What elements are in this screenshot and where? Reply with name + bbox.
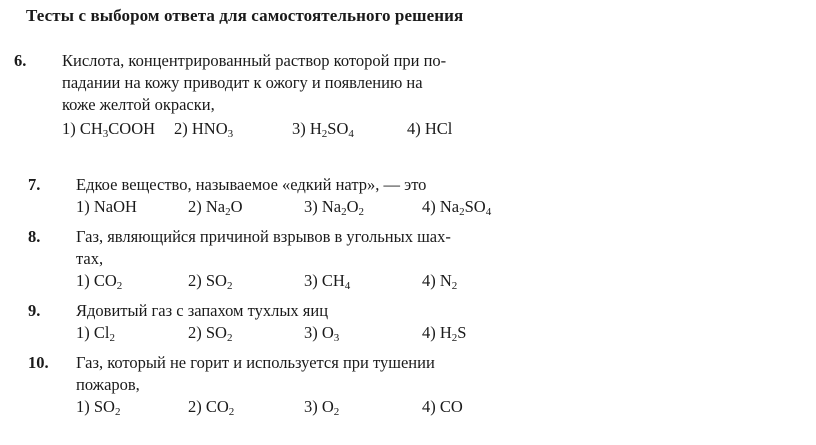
- answer-option-3[interactable]: [304, 196, 364, 223]
- answer-option-4[interactable]: [422, 322, 466, 349]
- chemical-formula: $Na_2O$: [205, 197, 243, 218]
- question-line: Газ, являющийся причиной взрывов в угольных шах-: [76, 227, 451, 246]
- answer-option-2[interactable]: [188, 322, 232, 349]
- answer-number: 4): [422, 197, 440, 216]
- answer-options: [76, 396, 576, 418]
- answer-number: 1): [76, 397, 94, 416]
- answer-option-3[interactable]: [304, 270, 350, 297]
- question-line: Едкое вещество, называемое «едкий натр», — это: [76, 175, 427, 194]
- question-text: [76, 300, 328, 322]
- question-line: Кислота, концентрированный раствор которой при по-: [62, 51, 447, 70]
- question-9: [28, 300, 588, 346]
- question-line: Ядовитый газ с запахом тухлых яиц: [76, 301, 329, 320]
- answer-number: 1): [76, 197, 94, 216]
- chemical-formula: $CO_2$: [93, 271, 123, 292]
- answer-number: 3): [292, 119, 310, 138]
- answer-option-4[interactable]: [407, 118, 452, 140]
- chemical-formula: $HNO_3$: [191, 119, 234, 140]
- answer-number: 4): [422, 271, 440, 290]
- answer-number: 1): [76, 323, 94, 342]
- answer-number: 4): [422, 397, 440, 416]
- answer-options: [76, 196, 576, 218]
- question-line: падании на кожу приводит к ожогу и появлению на: [62, 73, 423, 92]
- question-number: 7.: [28, 175, 41, 194]
- chemical-formula: $CH_4$: [321, 271, 351, 292]
- chemical-formula: $Na_2O_2$: [321, 197, 365, 218]
- answer-option-3[interactable]: [304, 396, 339, 423]
- answer-number: 3): [304, 197, 322, 216]
- answer-option-1[interactable]: [62, 118, 155, 145]
- chemical-formula: $SO_2$: [93, 397, 121, 418]
- answer-number: 1): [76, 271, 94, 290]
- chemical-formula: $Cl_2$: [93, 323, 115, 344]
- answer-option-3[interactable]: [304, 322, 339, 349]
- answer-number: 2): [188, 323, 206, 342]
- answer-number: 3): [304, 323, 322, 342]
- chemical-formula: $CO_2$: [205, 397, 235, 418]
- chemical-formula: $N_2$: [439, 271, 458, 292]
- chemical-formula: $O_2$: [321, 397, 340, 418]
- question-number: 9.: [28, 301, 41, 320]
- question-line: тах,: [76, 249, 104, 268]
- answer-option-4[interactable]: [422, 270, 457, 297]
- answer-option-2[interactable]: [188, 396, 234, 423]
- answer-option-1[interactable]: [76, 196, 137, 218]
- question-number: 6.: [14, 51, 27, 70]
- chemical-formula: CO: [439, 397, 463, 416]
- answer-option-2[interactable]: [188, 196, 243, 223]
- answer-option-2[interactable]: [188, 270, 232, 297]
- question-line: коже желтой окраски,: [62, 95, 215, 114]
- question-line: пожаров,: [76, 375, 140, 394]
- answer-number: 3): [304, 271, 322, 290]
- question-number: 8.: [28, 227, 41, 246]
- answer-number: 2): [174, 119, 192, 138]
- answer-option-1[interactable]: [76, 270, 122, 297]
- answer-option-4[interactable]: [422, 196, 491, 223]
- question-text: [62, 50, 446, 116]
- chemical-formula: NaOH: [93, 197, 137, 216]
- chemical-formula: $Na_2SO_4$: [439, 197, 492, 218]
- chemical-formula: $CH_3COOH$: [79, 119, 156, 140]
- answer-option-2[interactable]: [174, 118, 233, 145]
- answer-options: [62, 118, 562, 140]
- page-title: Тесты с выбором ответа для самостоятельного решения: [26, 6, 464, 25]
- question-10: [28, 352, 588, 420]
- chemical-formula: $SO_2$: [205, 323, 233, 344]
- answer-option-1[interactable]: [76, 322, 115, 349]
- question-line: Газ, который не горит и используется при тушении: [76, 353, 435, 372]
- question-number: 10.: [28, 353, 49, 372]
- answer-option-4[interactable]: [422, 396, 463, 418]
- answer-number: 3): [304, 397, 322, 416]
- question-text: [76, 352, 435, 396]
- question-8: [28, 226, 588, 294]
- answer-number: 2): [188, 271, 206, 290]
- answer-number: 4): [422, 323, 440, 342]
- question-text: [76, 226, 451, 270]
- answer-options: [76, 322, 576, 344]
- answer-number: 2): [188, 197, 206, 216]
- chemical-formula: $H_2SO_4$: [309, 119, 354, 140]
- answer-option-3[interactable]: [292, 118, 354, 145]
- answer-number: 4): [407, 119, 425, 138]
- chemical-formula: $O_3$: [321, 323, 340, 344]
- chemical-formula: $SO_2$: [205, 271, 233, 292]
- chemical-formula: HCl: [424, 119, 453, 138]
- chemical-formula: $H_2S$: [439, 323, 467, 344]
- answer-number: 2): [188, 397, 206, 416]
- answer-number: 1): [62, 119, 80, 138]
- question-text: [76, 174, 426, 196]
- question-7: [28, 174, 588, 220]
- question-6: [14, 50, 574, 140]
- answer-option-1[interactable]: [76, 396, 120, 423]
- answer-options: [76, 270, 576, 292]
